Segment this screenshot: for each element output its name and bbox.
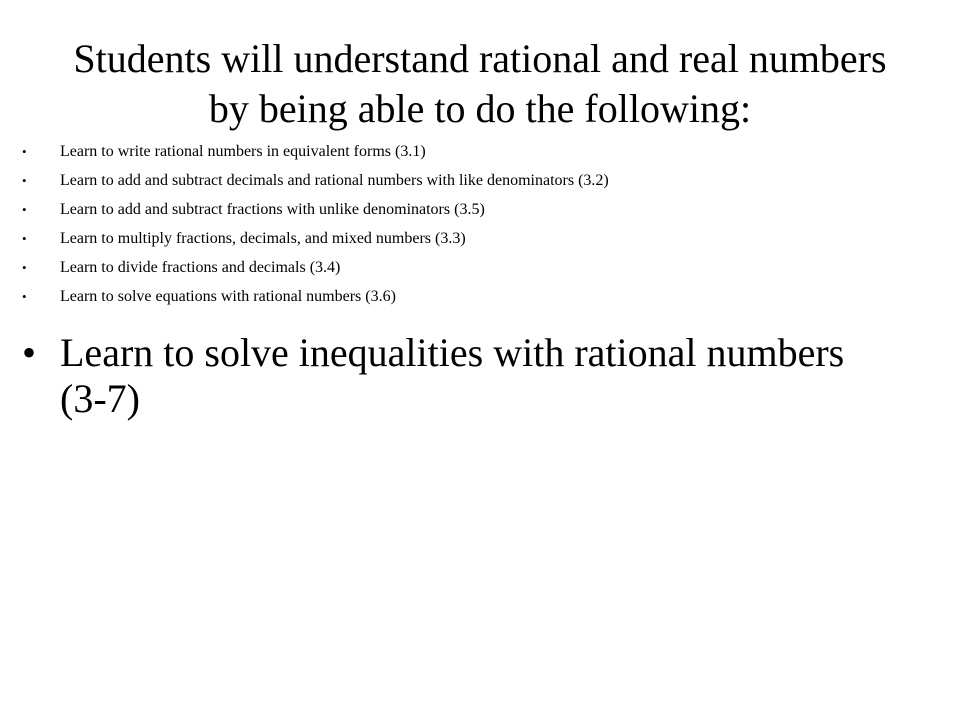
objectives-list [0,137,609,311]
list-item-text: Learn to solve equations with rational numbers (3.6) [60,288,396,305]
bullet-icon: • [22,289,27,304]
list-item [0,166,609,195]
bullet-icon: • [22,231,27,246]
list-item [0,137,609,166]
highlighted-objective [0,330,900,422]
list-item [0,253,609,282]
list-item-text: Learn to multiply fractions, decimals, and mixed numbers (3.3) [60,230,466,247]
list-item [0,282,609,311]
bullet-icon: • [22,173,27,188]
bullet-icon: • [22,144,27,159]
list-item-text: Learn to divide fractions and decimals (3.4) [60,259,341,276]
slide-title [20,34,940,134]
bullet-icon: • [22,330,37,375]
title-line-1: Students will understand rational and real numbers [73,36,887,81]
bullet-icon: • [22,260,27,275]
list-item-text: Learn to add and subtract decimals and rational numbers with like denominators (3.2) [60,172,609,189]
bullet-icon: • [22,202,27,217]
list-item [0,224,609,253]
highlighted-objective-text: Learn to solve inequalities with rational numbers (3-7) [60,330,845,421]
list-item-text: Learn to add and subtract fractions with unlike denominators (3.5) [60,201,485,218]
list-item-text: Learn to write rational numbers in equivalent forms (3.1) [60,143,426,160]
list-item [0,195,609,224]
title-line-2: by being able to do the following: [208,86,752,131]
